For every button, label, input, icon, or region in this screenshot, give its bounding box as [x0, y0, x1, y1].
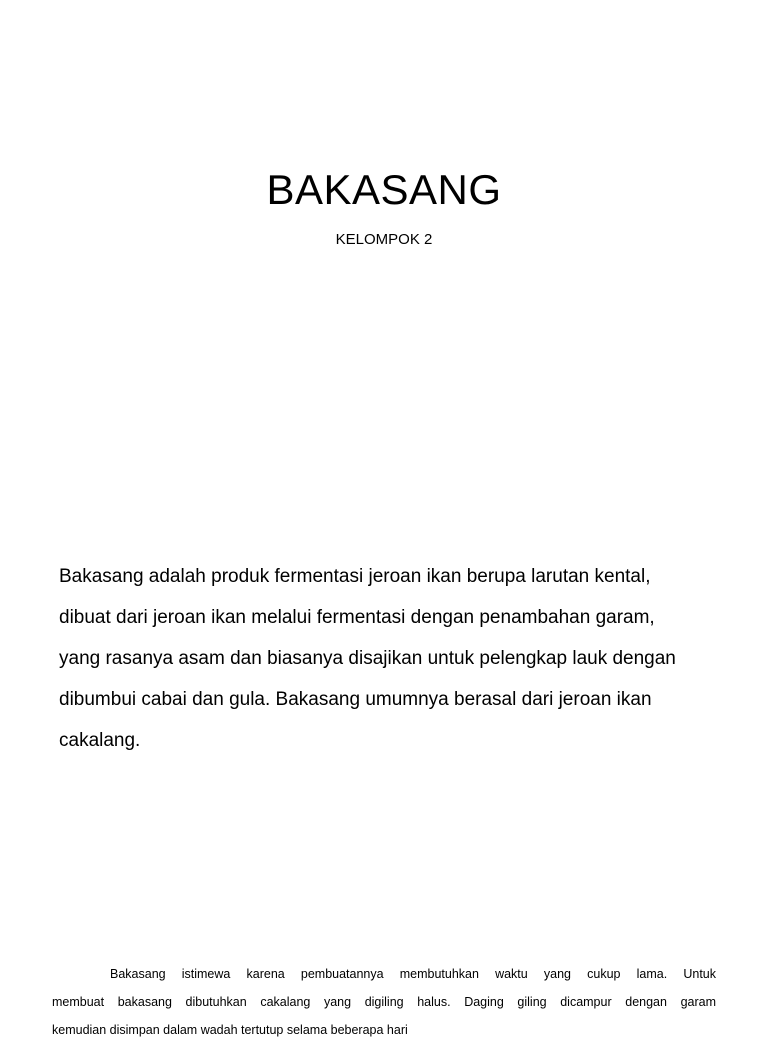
body-line: Bakasang istimewa karena pembuatannya membutuhkan waktu yang cukup lama. Untuk	[110, 967, 716, 981]
intro-line: cakalang.	[59, 730, 141, 751]
intro-line: yang rasanya asam dan biasanya disajikan untuk pelengkap lauk dengan	[59, 648, 676, 669]
intro-line: dibumbui cabai dan gula. Bakasang umumnya berasal dari jeroan ikan	[59, 689, 652, 710]
document-title: BAKASANG	[266, 166, 502, 213]
intro-paragraph	[59, 556, 729, 761]
body-line: kemudian disimpan dalam wadah tertutup selama beberapa hari	[52, 1023, 408, 1037]
body-paragraph	[52, 960, 716, 1044]
body-line: membuat bakasang dibutuhkan cakalang yang digiling halus. Daging giling dicampur dengan garam	[52, 995, 716, 1009]
document-subtitle: KELOMPOK 2	[335, 231, 433, 248]
intro-line: Bakasang adalah produk fermentasi jeroan ikan berupa larutan kental,	[59, 566, 651, 587]
intro-line: dibuat dari jeroan ikan melalui fermentasi dengan penambahan garam,	[59, 607, 655, 628]
